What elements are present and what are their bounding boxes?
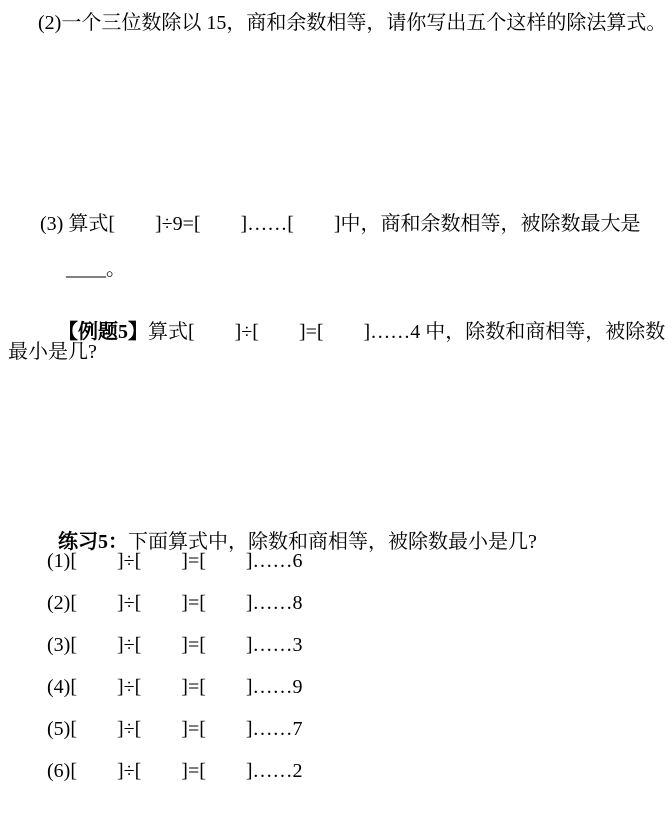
practice-5-item-4: (4)[ ]÷[ ]=[ ]……9 [47,676,303,698]
practice-5-prompt: 下面算式中，除数和商相等，被除数最小是几? [128,531,537,553]
practice-5-item-1: (1)[ ]÷[ ]=[ ]……6 [47,550,303,572]
example-5-line2: 最小是几? [8,341,97,363]
example-5-label: 【例题5】 [58,321,148,343]
practice-5-item-6: (6)[ ]÷[ ]=[ ]……2 [47,760,303,782]
practice-5-item-2: (2)[ ]÷[ ]=[ ]……8 [47,592,303,614]
question-3-answer-blank: ____。 [66,258,126,280]
practice-5-item-5: (5)[ ]÷[ ]=[ ]……7 [47,718,303,740]
practice-5-item-3: (3)[ ]÷[ ]=[ ]……3 [47,634,303,656]
practice-5-label: 练习5： [58,531,128,553]
question-2-text: (2)一个三位数除以 15，商和余数相等，请你写出五个这样的除法算式。 [38,12,667,34]
question-3-line1: (3) 算式[ ]÷9=[ ]……[ ]中，商和余数相等，被除数最大是 [40,213,641,235]
example-5-equation: 算式[ ]÷[ ]=[ ]……4 中，除数和商相等，被除数 [148,321,666,343]
example-5-line1 [38,299,665,365]
